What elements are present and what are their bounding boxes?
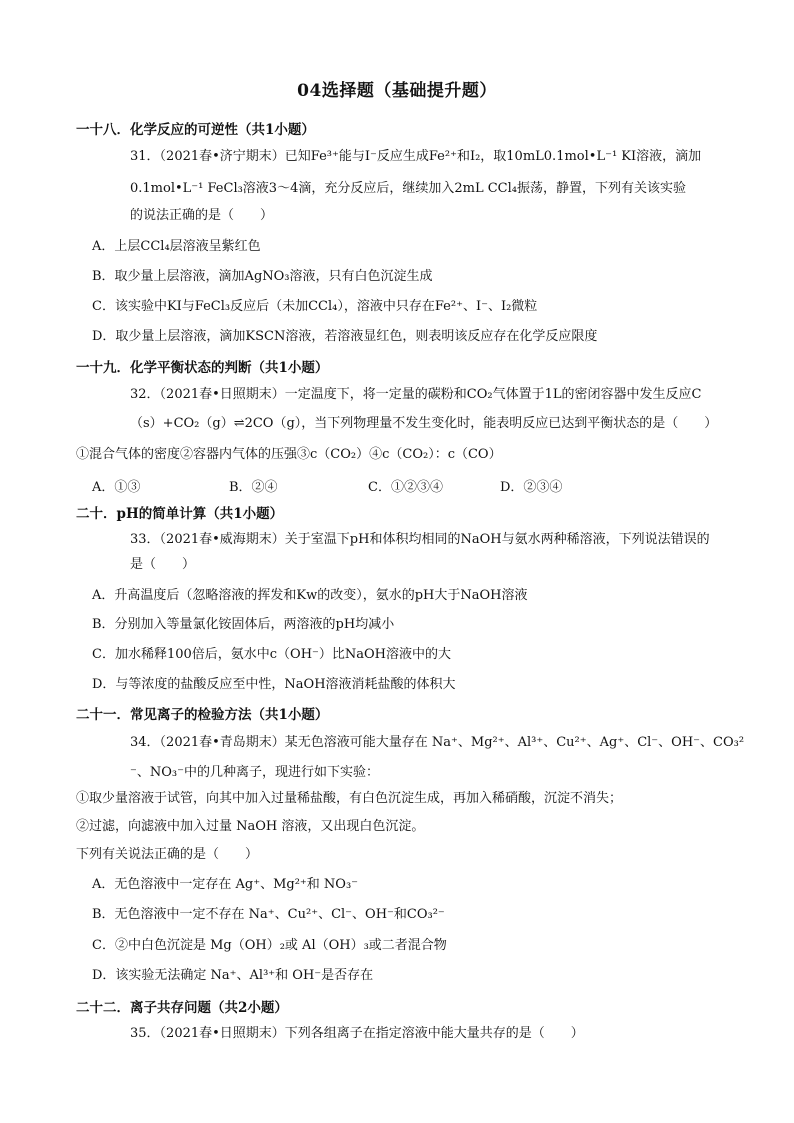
question-32-stem-line1: 32．（2021春•日照期末）一定温度下，将一定量的碳粉和CO₂气体置于1L的密闭容器中发生反应C: [130, 387, 702, 402]
section-heading-22: 二十二．离子共存问题（共2小题）: [76, 1000, 288, 1016]
question-33-option-c: C．加水稀释100倍后，氨水中c（OH⁻）比NaOH溶液中的大: [92, 647, 452, 662]
question-32-option-d: D．②③④: [500, 480, 563, 495]
question-33-option-b: B．分别加入等量氯化铵固体后，两溶液的pH均减小: [92, 617, 395, 632]
question-34-step1: ①取少量溶液于试管，向其中加入过量稀盐酸，有白色沉淀生成，再加入稀硝酸，沉淀不消失；: [76, 791, 623, 806]
question-31-option-d: D．取少量上层溶液，滴加KSCN溶液，若溶液显红色，则表明该反应存在化学反应限度: [92, 329, 598, 344]
question-32-conditions: ①混合气体的密度②容器内气体的压强③c（CO₂）④c（CO₂）：c（CO）: [76, 447, 502, 462]
question-34-prompt: 下列有关说法正确的是（ ）: [76, 847, 259, 862]
question-32-option-a: A．①③: [92, 480, 141, 495]
question-33-stem-line1: 33．（2021春•威海期末）关于室温下pH和体积均相同的NaOH与氨水两种稀溶液，下列说法错误的: [130, 532, 710, 547]
question-33-option-a: A．升高温度后（忽略溶液的挥发和Kw的改变），氨水的pH大于NaOH溶液: [92, 588, 528, 603]
question-31-stem-line3: 的说法正确的是（ ）: [130, 208, 274, 223]
question-31-option-c: C．该实验中KI与FeCl₃反应后（未加CCl₄），溶液中只存在Fe²⁺、I⁻、I₂微粒: [92, 299, 538, 314]
question-31-option-b: B．取少量上层溶液，滴加AgNO₃溶液，只有白色沉淀生成: [92, 269, 433, 284]
section-heading-19: 一十九．化学平衡状态的判断（共1小题）: [76, 360, 329, 376]
question-31-option-a: A．上层CCl₄层溶液呈紫红色: [92, 239, 261, 254]
question-34-option-b: B．无色溶液中一定不存在 Na⁺、Cu²⁺、Cl⁻、OH⁻和CO₃²⁻: [92, 907, 445, 922]
section-heading-20: 二十．pH的简单计算（共1小题）: [76, 506, 284, 522]
question-32-option-c: C．①②③④: [368, 480, 443, 495]
section-heading-18: 一十八．化学反应的可逆性（共1小题）: [76, 122, 315, 138]
question-34-option-c: C．②中白色沉淀是 Mg（OH）₂或 Al（OH）₃或二者混合物: [92, 938, 447, 953]
question-33-option-d: D．与等浓度的盐酸反应至中性，NaOH溶液消耗盐酸的体积大: [92, 677, 456, 692]
question-31-stem-line1: 31．（2021春•济宁期末）已知Fe³⁺能与I⁻反应生成Fe²⁺和I₂，取10mL0.1mol•L⁻¹ KI溶液，滴加: [130, 149, 702, 164]
question-34-step2: ②过滤，向滤液中加入过量 NaOH 溶液，又出现白色沉淀。: [76, 819, 425, 834]
question-32-stem-line2: （s）+CO₂（g）⇌2CO（g），当下列物理量不发生变化时，能表明反应已达到平衡状态的是（ ）: [130, 416, 718, 431]
question-34-option-a: A．无色溶液中一定存在 Ag⁺、Mg²⁺和 NO₃⁻: [92, 877, 359, 892]
question-34-option-d: D．该实验无法确定 Na⁺、Al³⁺和 OH⁻是否存在: [92, 968, 374, 983]
question-35-stem-line1: 35．（2021春•日照期末）下列各组离子在指定溶液中能大量共存的是（ ）: [130, 1026, 584, 1041]
page-title: 04选择题（基础提升题）: [297, 81, 497, 101]
question-31-stem-line2: 0.1mol•L⁻¹ FeCl₃溶液3～4滴，充分反应后，继续加入2mL CCl₄振荡，静置，下列有关该实验: [130, 181, 686, 196]
question-33-stem-line2: 是（ ）: [130, 557, 196, 572]
question-34-stem-line2: ⁻、NO₃⁻中的几种离子，现进行如下实验：: [130, 765, 379, 780]
question-32-option-b: B．②④: [229, 480, 278, 495]
question-34-stem-line1: 34．（2021春•青岛期末）某无色溶液可能大量存在 Na⁺、Mg²⁺、Al³⁺、Cu²⁺、Ag⁺、Cl⁻、OH⁻、CO₃²: [130, 735, 745, 750]
section-heading-21: 二十一．常见离子的检验方法（共1小题）: [76, 707, 329, 723]
